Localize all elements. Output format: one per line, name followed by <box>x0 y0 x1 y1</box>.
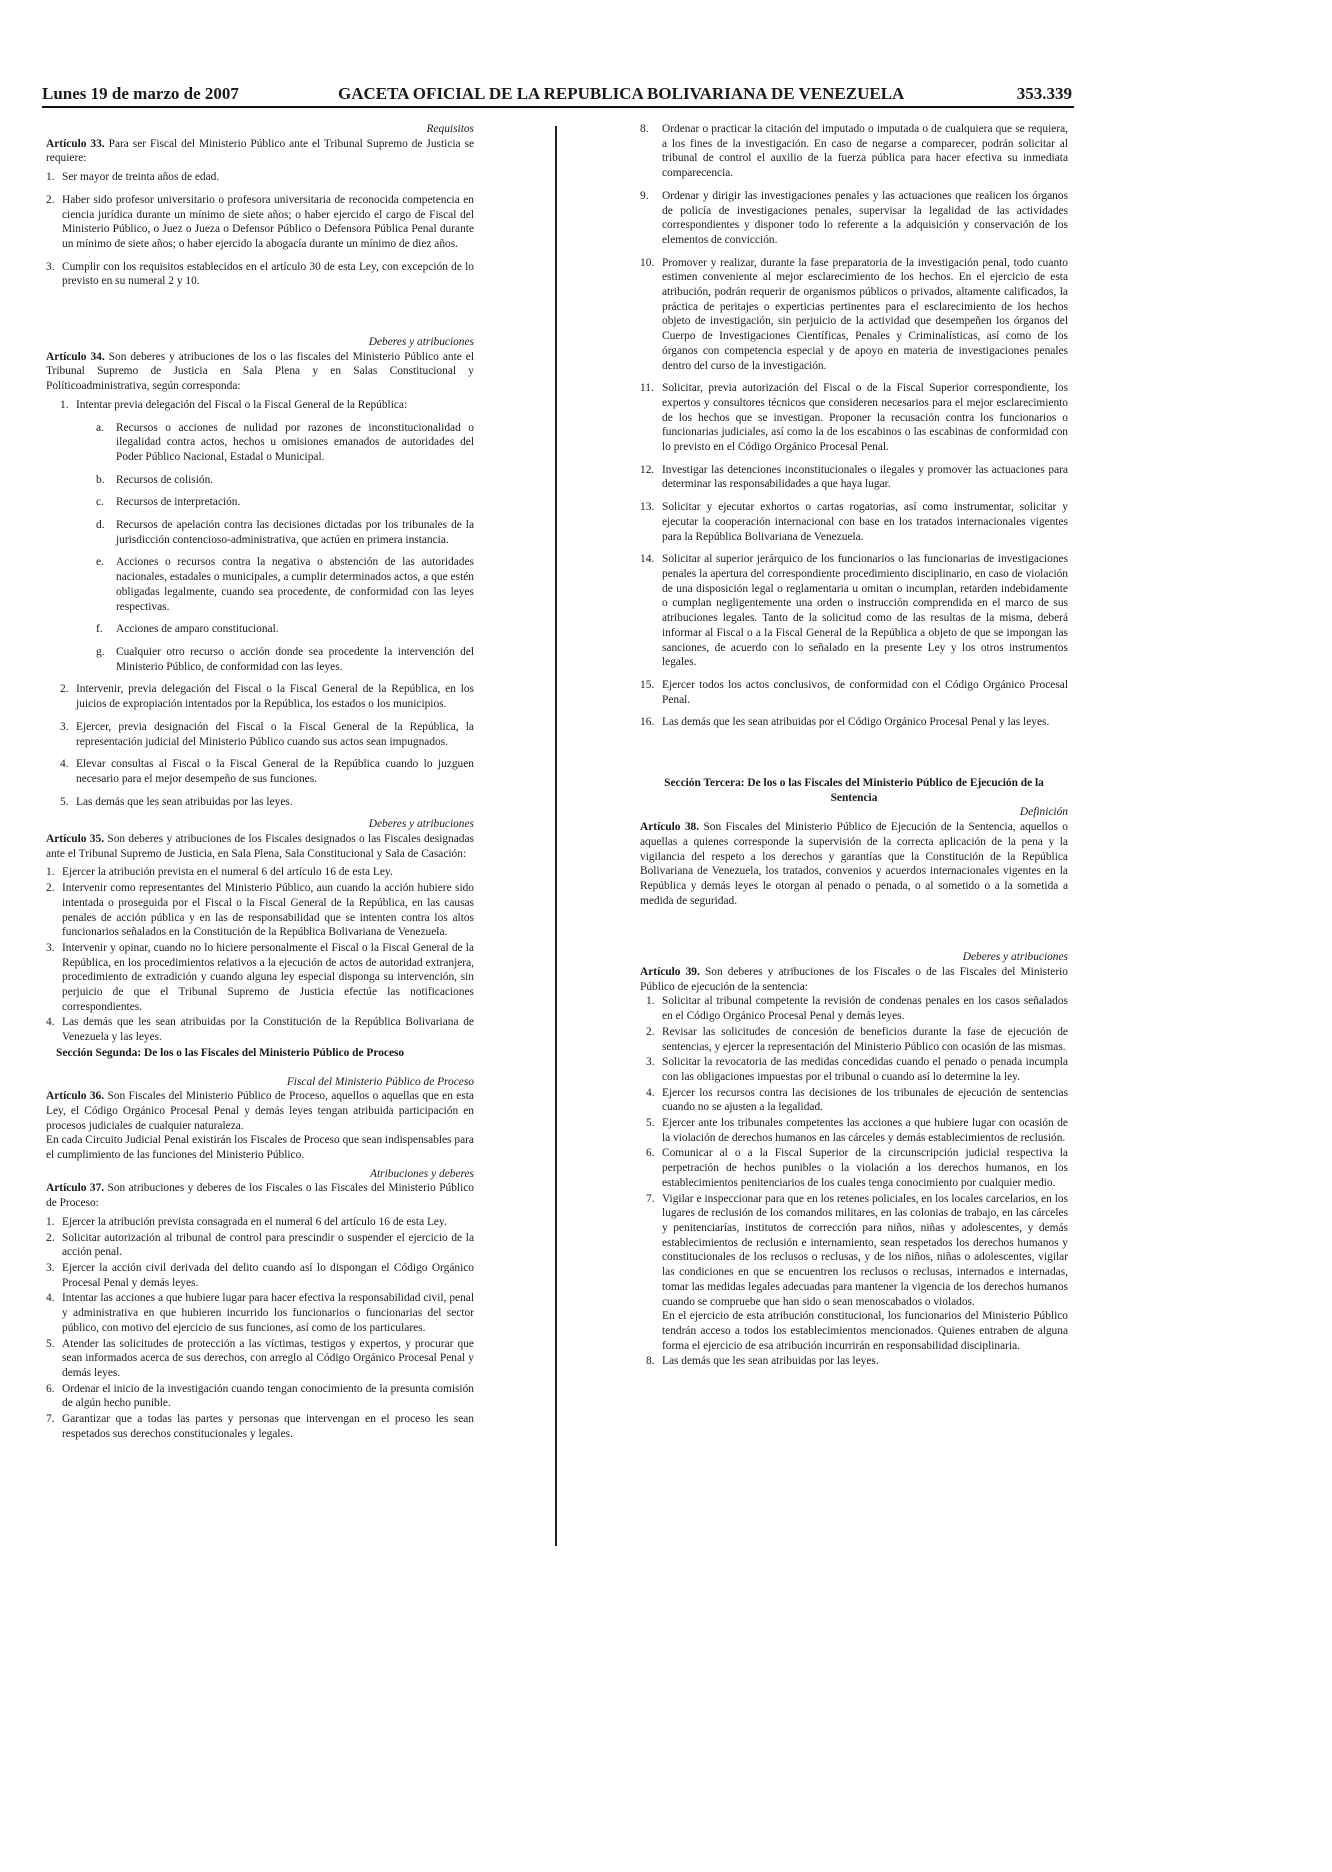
item-text: Solicitar autorización al tribunal de control para prescindir o suspender el ejercicio de la acción penal. <box>62 1231 474 1259</box>
list-item <box>96 645 474 674</box>
article-35-heading: Deberes y atribuciones <box>368 818 474 831</box>
article-34-list <box>60 398 474 809</box>
header-date: Lunes 19 de marzo de 2007 <box>42 84 239 103</box>
gazette-header <box>42 82 1074 108</box>
item-number: 3. <box>646 1056 655 1069</box>
item-number: 4. <box>46 1292 55 1305</box>
item-number: 14. <box>640 553 655 566</box>
item-text: Revisar las solicitudes de concesión de beneficios durante la fase de ejecución de sentencias, y ejercer la representación del Ministerio Público con ocasión de las mismas. <box>662 1025 1068 1053</box>
item-text: Atender las solicitudes de protección a las víctimas, testigos y expertos, y procurar que sean informados acerca de sus derechos, con arreglo al Código Orgánico Procesal Penal y demás leyes. <box>62 1337 474 1379</box>
list-item <box>96 421 474 465</box>
list-item <box>646 1086 1068 1115</box>
column-divider <box>555 126 557 1546</box>
article-38-text: Son Fiscales del Ministerio Público de Ejecución de la Sentencia, aquellos o aquellas a quienes corresponde la supervisión de la correcta aplicación de la pena y la vigilancia del respeto a los derechos y garantías que la Constitución de la República Bolivariana de Venezuela, los tratados, convenios y acuerdos internacionales vigentes en la República y demás leyes le otorgan al penado o penada, o al sometido o a la sometida a medida de seguridad. <box>640 821 1068 907</box>
item-text: Ejercer, previa designación del Fiscal o la Fiscal General de la República, la representación judicial del Ministerio Público cuando sus actos sean impugnados. <box>76 720 474 748</box>
list-item <box>46 1261 474 1290</box>
left-column <box>46 122 474 1442</box>
item-text: Recursos de interpretación. <box>116 496 241 509</box>
item-number: 1. <box>46 171 55 184</box>
list-item <box>46 865 474 880</box>
article-36-intro <box>46 1089 474 1133</box>
article-33-text: Para ser Fiscal del Ministerio Público ante el Tribunal Supremo de Justicia se requiere: <box>46 137 474 165</box>
article-34-heading: Deberes y atribuciones <box>368 336 474 349</box>
article-35-text: Son deberes y atribuciones de los Fiscales designados o las Fiscales designadas ante el Tribunal Supremo de Justicia, en Sala Plena, Sala Constitucional y Sala de Casación: <box>46 833 474 860</box>
list-item <box>640 381 1068 455</box>
list-item <box>46 1382 474 1411</box>
item-letter: a. <box>96 421 104 434</box>
item-text: Las demás que les sean atribuidas por la Constitución de la República Bolivariana de Venezuela y las leyes. <box>62 1016 474 1044</box>
list-item <box>46 193 474 252</box>
item-text: Las demás que les sean atribuidas por el Código Orgánico Procesal Penal y las leyes. <box>662 716 1050 729</box>
item-text: Las demás que les sean atribuidas por las leyes. <box>662 1355 879 1368</box>
item-text: Ejercer la acción civil derivada del delito cuando así lo dispongan el Código Orgánico Procesal Penal y demás leyes. <box>62 1262 474 1289</box>
list-item <box>60 757 474 786</box>
article-34-intro <box>46 350 474 394</box>
article-37-heading: Atribuciones y deberes <box>370 1167 474 1180</box>
article-35-list <box>46 865 474 1044</box>
article-38-heading: Definición <box>1019 806 1068 819</box>
item-text: Las demás que les sean atribuidas por las leyes. <box>76 795 293 808</box>
list-item <box>60 398 474 413</box>
item-text: Cumplir con los requisitos establecidos en el artículo 30 de esta Ley, con excepción de lo previsto en su numeral 2 y 10. <box>62 260 474 288</box>
list-item <box>46 260 474 289</box>
item-text: Solicitar al tribunal competente la revisión de condenas penales en los casos señalados en el Código Orgánico Procesal Penal y demás leyes. <box>662 995 1068 1023</box>
article-39-heading: Deberes y atribuciones <box>962 951 1068 964</box>
item-number: 4. <box>60 758 69 771</box>
item-text: Ejercer la atribución prevista consagrada en el numeral 6 del artículo 16 de esta Ley. <box>62 1215 447 1228</box>
article-37-label: Artículo 37. <box>46 1182 105 1195</box>
item-number: 2. <box>46 1231 55 1244</box>
item-number: 11. <box>640 382 654 395</box>
item-number: 2. <box>46 193 55 206</box>
item-number: 1. <box>60 398 69 411</box>
article-36-label: Artículo 36. <box>46 1090 105 1103</box>
article-35-intro <box>46 832 474 861</box>
item-text: Intentar las acciones a que hubiere lugar para hacer efectiva la responsabilidad civil, penal y administrativa en que hubieren incurrido los funcionarios o funcionarias del sector público, con motivo del ejercicio de sus funciones, así como de los particulares. <box>62 1292 474 1334</box>
list-item <box>46 1337 474 1381</box>
item-paragraph: En el ejercicio de esta atribución constitucional, los funcionarios del Ministerio Público tendrán acceso a todos los establecimientos mencionados. Quienes entraben de alguna forma el ejercicio de esa atribución incurrirán en responsabilidad disciplinaria. <box>662 1310 1068 1352</box>
item-number: 6. <box>646 1147 655 1160</box>
item-text <box>662 1192 1068 1354</box>
article-37-text: Son atribuciones y deberes de los Fiscales o las Fiscales del Ministerio Público de Proceso: <box>46 1182 474 1210</box>
list-item <box>640 256 1068 374</box>
list-item <box>646 1116 1068 1145</box>
article-36-text: Son Fiscales del Ministerio Público de Proceso, aquellos o aquellas que en esta Ley, el Código Orgánico Procesal Penal y demás leyes tengan atribuida participación en procesos judiciales de cualquier naturaleza. <box>46 1090 474 1132</box>
item-number: 2. <box>46 882 55 895</box>
item-number: 5. <box>60 795 69 808</box>
item-text: Solicitar, previa autorización del Fiscal o de la Fiscal Superior correspondiente, los expertos y consultores técnicos que consideren necesarios para el mejor esclarecimiento de los hechos que se investigan. Proponer la recusación contra los funcionarios o funcionarias judiciales, así como la de los escabinos o las escabinas de conformidad con lo previsto en el Código Orgánico Procesal Penal. <box>662 382 1068 454</box>
item-text: Investigar las detenciones inconstitucionales o ilegales y promover las actuaciones para determinar las responsabilidades a que haya lugar. <box>662 463 1068 491</box>
right-column <box>640 122 1068 1370</box>
list-item <box>646 1025 1068 1054</box>
list-item <box>640 500 1068 544</box>
article-36-heading: Fiscal del Ministerio Público de Proceso <box>286 1075 474 1088</box>
article-33-intro <box>46 137 474 166</box>
article-37-intro <box>46 1181 474 1210</box>
item-text: Recursos o acciones de nulidad por razones de inconstitucionalidad o ilegalidad contra actos, hechos u omisiones emanados de autoridades del Poder Público Nacional, Estadal o Municipal. <box>116 421 474 463</box>
article-33-list <box>46 170 474 289</box>
item-text: Ordenar o practicar la citación del imputado o imputada o de cualquiera que se requiera, a los fines de la investigación. En caso de negarse a comparecer, podrán solicitar al tribunal de control el auxilio de la fuerza pública para hacer efectiva su inmediata comparecencia. <box>662 123 1068 180</box>
item-number: 1. <box>46 866 55 879</box>
item-text: Intentar previa delegación del Fiscal o la Fiscal General de la República: <box>76 398 408 411</box>
item-text: Recursos de apelación contra las decisiones dictadas por los tribunales de la jurisdicción contencioso-administrativa, que actúen en primera instancia. <box>116 519 474 546</box>
item-text: Intervenir, previa delegación del Fiscal o la Fiscal General de la República, en los juicios de expropiación intentados por la República, los estados o los municipios. <box>76 683 474 711</box>
item-text: Solicitar al superior jerárquico de los funcionarios o las funcionarias de investigaciones penales la apertura del correspondiente procedimiento disciplinario, en caso de violación de una disposición legal o reglamentaria u omitan o incumplan, retarden indebidamente o cumplan negligentemente una orden o instrucción comprendida en el marco de sus atribuciones legales. Tanto de la solicitud como de las resultas de la misma, deberá informar al Fiscal o a la Fiscal General de la República a objeto de que se impongan las sanciones, de acuerdo con lo señalado en la presente Ley y los otros instrumentos legales. <box>662 553 1068 669</box>
item-number: 4. <box>646 1086 655 1099</box>
item-text: Cualquier otro recurso o acción donde sea procedente la intervención del Ministerio Público, de conformidad con las leyes. <box>116 645 474 673</box>
item-number: 8. <box>646 1355 655 1368</box>
item-text: Ejercer la atribución prevista en el numeral 6 del artículo 16 de esta Ley. <box>62 866 393 879</box>
article-38-label: Artículo 38. <box>640 821 700 834</box>
list-item <box>96 518 474 547</box>
list-item <box>46 881 474 940</box>
list-item <box>646 1192 1068 1354</box>
list-item <box>646 1354 1068 1369</box>
list-item <box>640 122 1068 181</box>
list-item <box>46 941 474 1015</box>
list-item <box>640 463 1068 492</box>
article-38-intro <box>640 820 1068 908</box>
list-item <box>46 1215 474 1230</box>
item-number: 3. <box>46 260 55 273</box>
header-page-number: 353.339 <box>1016 84 1072 103</box>
list-item <box>96 622 474 637</box>
item-text: Intervenir como representantes del Ministerio Público, aun cuando la acción hubiere sido intentada o proseguida por el Fiscal o la Fiscal General de la República, en las causas penales de acción pública y en las de responsabilidad que se intenten contra los altos funcionarios señalados en la Constitución de la República Bolivariana de Venezuela. <box>62 882 474 939</box>
section-3-title: Sección Tercera: De los o las Fiscales del Ministerio Público de Ejecución de la Sentencia <box>664 777 1044 804</box>
item-number: 7. <box>46 1413 55 1426</box>
item-number: 6. <box>46 1382 55 1395</box>
header-title: GACETA OFICIAL DE LA REPUBLICA BOLIVARIANA DE VENEZUELA <box>338 84 905 103</box>
item-number: 2. <box>60 683 69 696</box>
item-text: Ser mayor de treinta años de edad. <box>62 171 220 184</box>
article-39-label: Artículo 39. <box>640 966 700 979</box>
item-number: 9. <box>640 189 649 202</box>
list-item <box>646 1055 1068 1084</box>
article-34-text: Son deberes y atribuciones de los o las fiscales del Ministerio Público ante el Tribunal Supremo de Justicia en Sala Plena y en Salas Constitucional y Políticoadministrativa, según corresponda: <box>46 350 474 393</box>
item-number: 16. <box>640 716 655 729</box>
list-item <box>640 189 1068 248</box>
item-letter: e. <box>96 556 104 569</box>
item-text: Promover y realizar, durante la fase preparatoria de la investigación penal, todo cuanto estimen conveniente al mejor esclarecimiento de los hechos. En el ejercicio de esta atribución, podrán requerir de organismos públicos o privados, altamente calificados, la práctica de peritajes o experticias pertinentes para el esclarecimiento de los hechos objeto de investigación, sin perjuicio de la actividad que desempeñen los órganos del Cuerpo de Investigaciones Científicas, Penales y Criminalísticas, así como de los órganos con competencia especial y de apoyo en materia de investigaciones penales dentro del curso de la investigación. <box>662 256 1068 372</box>
item-number: 1. <box>646 995 655 1008</box>
list-item <box>640 678 1068 707</box>
list-item <box>60 682 474 711</box>
list-item <box>46 1231 474 1260</box>
item-number: 4. <box>46 1016 55 1029</box>
item-number: 8. <box>640 123 649 135</box>
section-2-title: Sección Segunda: De los o las Fiscales del Ministerio Público de Proceso <box>56 1046 405 1059</box>
item-text: Ordenar el inicio de la investigación cuando tengan conocimiento de la presunta comisión de algún hecho punible. <box>62 1382 474 1410</box>
item-letter: g. <box>96 645 105 658</box>
article-39-intro <box>640 965 1068 994</box>
item-letter: f. <box>96 623 103 636</box>
article-39-text: Son deberes y atribuciones de los Fiscales o de las Fiscales del Ministerio Público de ejecución de la sentencia: <box>640 966 1068 993</box>
list-item <box>646 1146 1068 1190</box>
item-number: 5. <box>46 1337 55 1350</box>
item-letter: d. <box>96 519 105 532</box>
item-text: Haber sido profesor universitario o profesora universitaria de reconocida competencia en ciencia jurídica durante un mínimo de siete años; o haber ejercido el cargo de Fiscal del Ministerio Público, o Juez o Jueza o Defensor Público o Defensora Pública Penal durante un mínimo de siete años; o haber ejercido la abogacía durante un mínimo de diez años. <box>62 193 474 250</box>
list-item <box>96 473 474 488</box>
item-text: Elevar consultas al Fiscal o la Fiscal General de la República cuando lo juzguen necesario para el mejor desempeño de sus funciones. <box>76 758 474 785</box>
item-number: 15. <box>640 678 655 691</box>
item-number: 10. <box>640 256 655 269</box>
article-34-label: Artículo 34. <box>46 350 105 363</box>
list-item <box>46 1412 474 1441</box>
list-item <box>46 1015 474 1044</box>
item-text: Comunicar al o a la Fiscal Superior de la circunscripción judicial respectiva la perpetración de hechos punibles o la violación a los derechos humanos, en los establecimientos penitenciarios de los cuales tenga conocimiento por cualquier medio. <box>662 1147 1068 1189</box>
article-37-list-continued <box>640 122 1068 730</box>
article-39-list <box>646 994 1068 1369</box>
article-37-list <box>46 1215 474 1442</box>
list-item <box>60 720 474 749</box>
list-item <box>46 170 474 185</box>
item-letter: c. <box>96 496 104 509</box>
item-number: 3. <box>60 720 69 733</box>
article-33-label: Artículo 33. <box>46 137 105 150</box>
list-item <box>46 1291 474 1335</box>
item-number: 12. <box>640 463 655 476</box>
article-36-paragraph: En cada Circuito Judicial Penal existirán los Fiscales de Proceso que sean indispensables para el cumplimiento de las funciones del Ministerio Público. <box>46 1134 474 1162</box>
list-item <box>646 994 1068 1023</box>
item-paragraph: Vigilar e inspeccionar para que en los retenes policiales, en los locales carcelarios, en los lugares de reclusión de los comandos militares, en las colonias de trabajo, en las cárceles y penitenciarías, institutos de corrección para niños, niñas y adolescentes, y demás establecimientos de reclusión e internamiento, sean respetados los derechos humanos y constitucionales de los reclusos o reclusas, y de los niños, niñas o adolescentes, vigilar las condiciones en que se encuentren los reclusos o reclusas, internados e internadas, tomar las medidas legales adecuadas para mantener la vigencia de los derechos humanos cuando se compruebe que han sido o sean menoscabados o violados. <box>662 1192 1068 1308</box>
article-35-label: Artículo 35. <box>46 833 105 846</box>
article-33-heading: Requisitos <box>426 123 474 135</box>
list-item <box>96 555 474 614</box>
item-number: 3. <box>46 941 55 954</box>
item-text: Recursos de colisión. <box>116 473 214 486</box>
item-text: Ordenar y dirigir las investigaciones penales y las actuaciones que realicen los órganos de policía de investigaciones penales, supervisar la legalidad de las actividades correspondientes y disponer todo lo referente a la adquisición y conservación de los elementos de convicción. <box>662 189 1068 246</box>
item-text: Ejercer todos los actos conclusivos, de conformidad con el Código Orgánico Procesal Penal. <box>662 678 1068 706</box>
item-number: 13. <box>640 501 655 514</box>
item-text: Ejercer los recursos contra las decisiones de los tribunales de ejecución de sentencias cuando no se ajusten a la legalidad. <box>662 1086 1068 1114</box>
item-text: Acciones de amparo constitucional. <box>116 623 279 636</box>
item-number: 3. <box>46 1262 55 1274</box>
item-number: 7. <box>646 1192 655 1205</box>
item-letter: b. <box>96 473 105 486</box>
list-item <box>640 715 1068 730</box>
item-number: 1. <box>46 1215 55 1228</box>
item-text: Solicitar la revocatoria de las medidas concedidas cuando el penado o penada incumpla con las obligaciones impuestas por el tribunal o cuando así lo determine la ley. <box>662 1056 1068 1083</box>
list-item <box>60 795 474 810</box>
item-text: Acciones o recursos contra la negativa o abstención de las autoridades nacionales, estadales o municipales, a cumplir determinados actos, a que estén obligadas legalmente, cuando sea procedente, de conformidad con las leyes respectivas. <box>116 556 474 613</box>
item-text: Intervenir y opinar, cuando no lo hiciere personalmente el Fiscal o la Fiscal General de la República, en los procedimientos relativos a la ejecución de actos de autoridad extranjera, procedimiento de extradición y cuando alguna ley especial disponga su intervención, sin perjuicio de que el Tribunal Supremo de Justicia efectúe las notificaciones correspondientes. <box>62 941 474 1013</box>
item-text: Solicitar y ejecutar exhortos o cartas rogatorias, así como instrumentar, solicitar y ejecutar la cooperación internacional con base en los tratados internacionales vigentes para la República Bolivariana de Venezuela. <box>662 501 1068 543</box>
article-34-sublist <box>96 421 474 675</box>
item-text: Garantizar que a todas las partes y personas que intervengan en el proceso les sean respetados sus derechos constitucionales y legales. <box>62 1413 474 1440</box>
list-item <box>640 552 1068 670</box>
list-item <box>96 495 474 510</box>
item-number: 5. <box>646 1117 655 1130</box>
item-number: 2. <box>646 1025 655 1038</box>
item-text: Ejercer ante los tribunales competentes las acciones a que hubiere lugar con ocasión de la violación de derechos humanos en las cárceles y demás establecimientos de reclusión. <box>662 1117 1068 1144</box>
